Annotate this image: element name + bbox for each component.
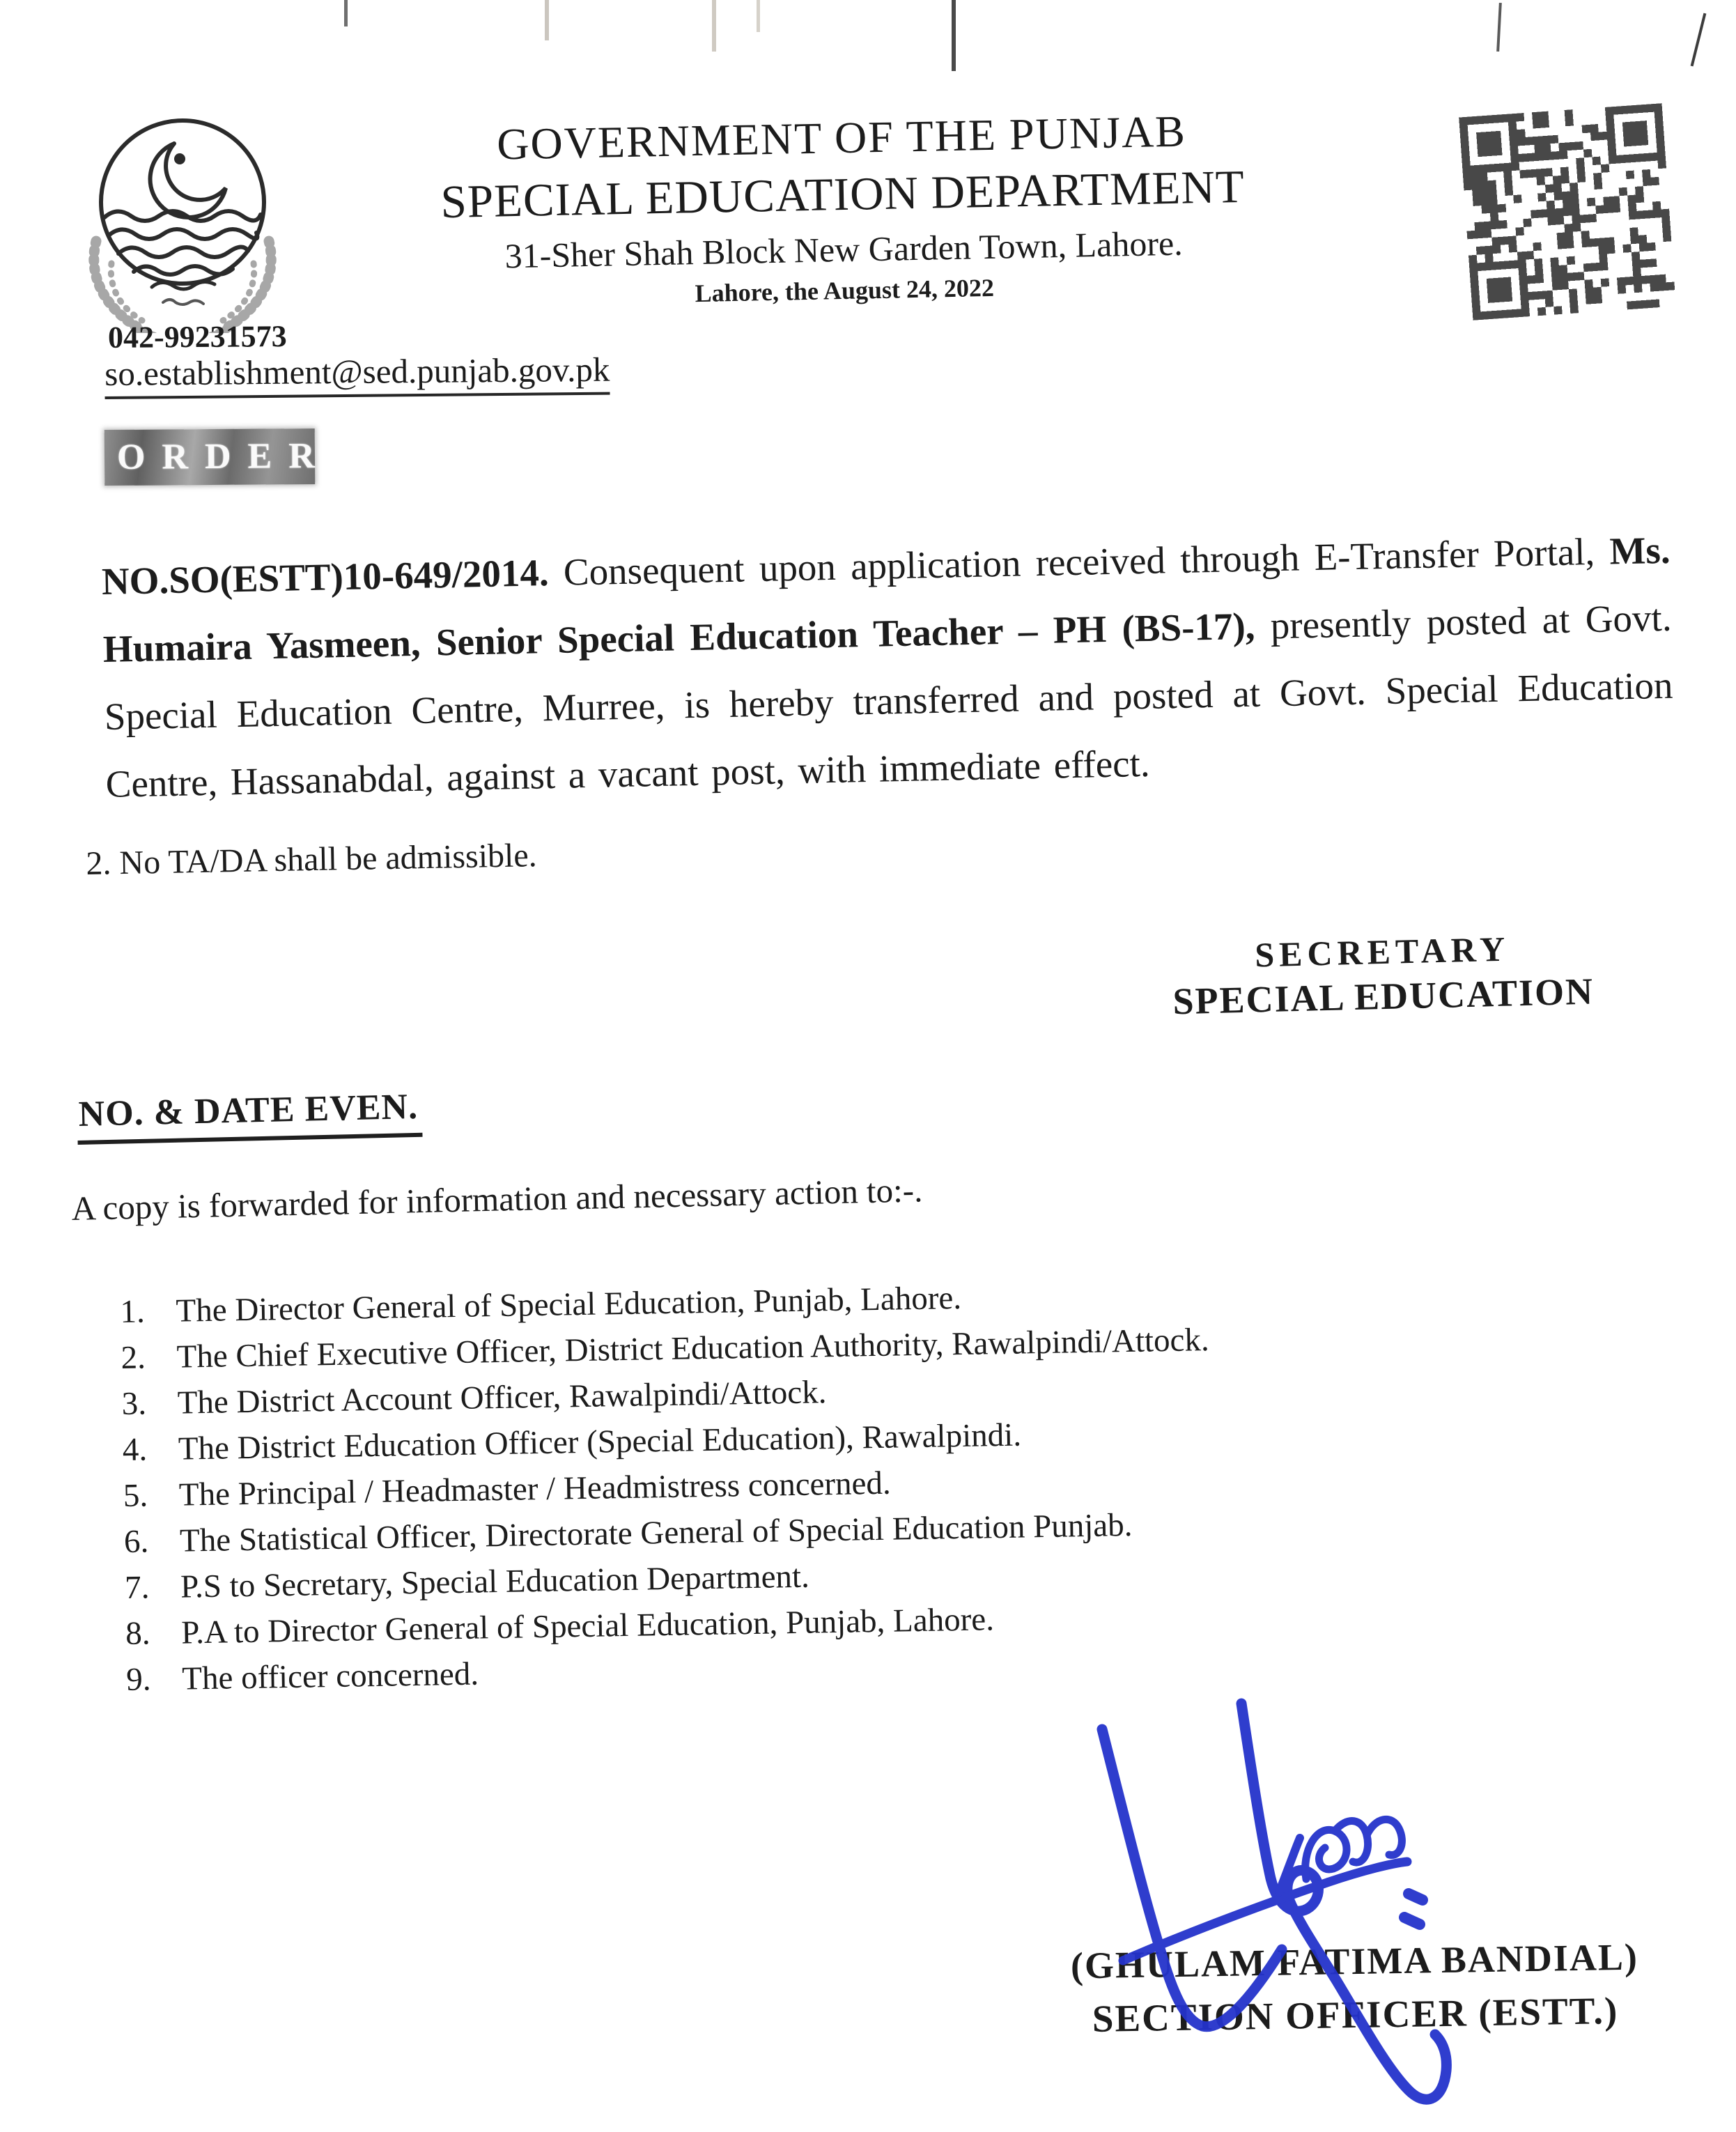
letterhead-dateline: Lahore, the August 24, 2022 (695, 273, 995, 307)
distribution-item: 1. The Director General of Special Education, Punjab, Lahore. (120, 1279, 962, 1330)
scan-artifact (712, 0, 716, 52)
order-body-paragraph (101, 516, 1675, 818)
distribution-item: 7. P.S to Secretary, Special Education Department. (124, 1558, 810, 1606)
distribution-item: 8. P.A to Director General of Special Education, Punjab, Lahore. (125, 1601, 995, 1652)
scan-artifact (545, 0, 549, 40)
scan-artifact (344, 0, 348, 26)
distribution-item: 4. The District Education Officer (Special Education), Rawalpindi. (122, 1416, 1022, 1468)
ink-signature-icon (996, 1669, 1484, 2129)
signatory-name: (GHULAM FATIMA BANDIAL) (1070, 1936, 1639, 1987)
clause-2: 2. No TA/DA shall be admissible. (86, 837, 538, 882)
email-address: so.establishment@sed.punjab.gov.pk (104, 350, 610, 399)
scan-artifact (1496, 3, 1502, 52)
order-reference-number: NO.SO(ESTT)10-649/2014. (101, 551, 550, 603)
phone-number: 042-99231573 (107, 319, 287, 355)
distribution-intro: A copy is forwarded for information and necessary action to:-. (71, 1171, 923, 1228)
signing-authority-block (1114, 925, 1652, 1024)
department-title-line1: GOVERNMENT OF THE PUNJAB (496, 106, 1187, 169)
distribution-item: 3. The District Account Officer, Rawalpindi/Attock. (121, 1374, 827, 1422)
letterhead (388, 103, 1297, 314)
signatory-title: SECTION OFFICER (ESTT.) (1092, 1989, 1619, 2040)
authority-department: SPECIAL EDUCATION (1172, 970, 1595, 1023)
distribution-item: 9. The officer concerned. (125, 1655, 479, 1698)
distribution-item: 6. The Statistical Officer, Directorate General of Special Education Punjab. (123, 1506, 1133, 1560)
scan-artifact (952, 0, 956, 71)
order-lead-text: Consequent upon application received through E-Transfer Portal, (548, 530, 1611, 594)
transfer-subject: Ms. Humaira Yasmeen, Senior Special Education Teacher – PH (BS-17), (102, 528, 1671, 670)
distribution-item: 5. The Principal / Headmaster / Headmistress concerned. (123, 1465, 892, 1514)
order-badge: ORDER (104, 428, 316, 486)
distribution-list (120, 1265, 1604, 1703)
qr-code (1443, 102, 1691, 322)
letterhead-address: 31-Sher Shah Block New Garden Town, Lahore. (504, 223, 1184, 275)
scan-artifact (757, 0, 760, 32)
distribution-item: 2. The Chief Executive Officer, District Education Authority, Rawalpindi/Attock. (121, 1322, 1210, 1376)
distribution-heading: NO. & DATE EVEN. (77, 1086, 423, 1145)
department-title-line2: SPECIAL EDUCATION DEPARTMENT (440, 160, 1246, 228)
scan-artifact (1691, 13, 1707, 67)
order-rest-text: presently posted at Govt. Special Education Centre, Murree, is hereby transferred and posted at Govt. Special Education Centre, Hassanabdal, against a vacant post, with immediate effect. (104, 596, 1674, 805)
punjab-government-crest-icon (78, 103, 287, 333)
authority-title: SECRETARY (1254, 929, 1510, 975)
